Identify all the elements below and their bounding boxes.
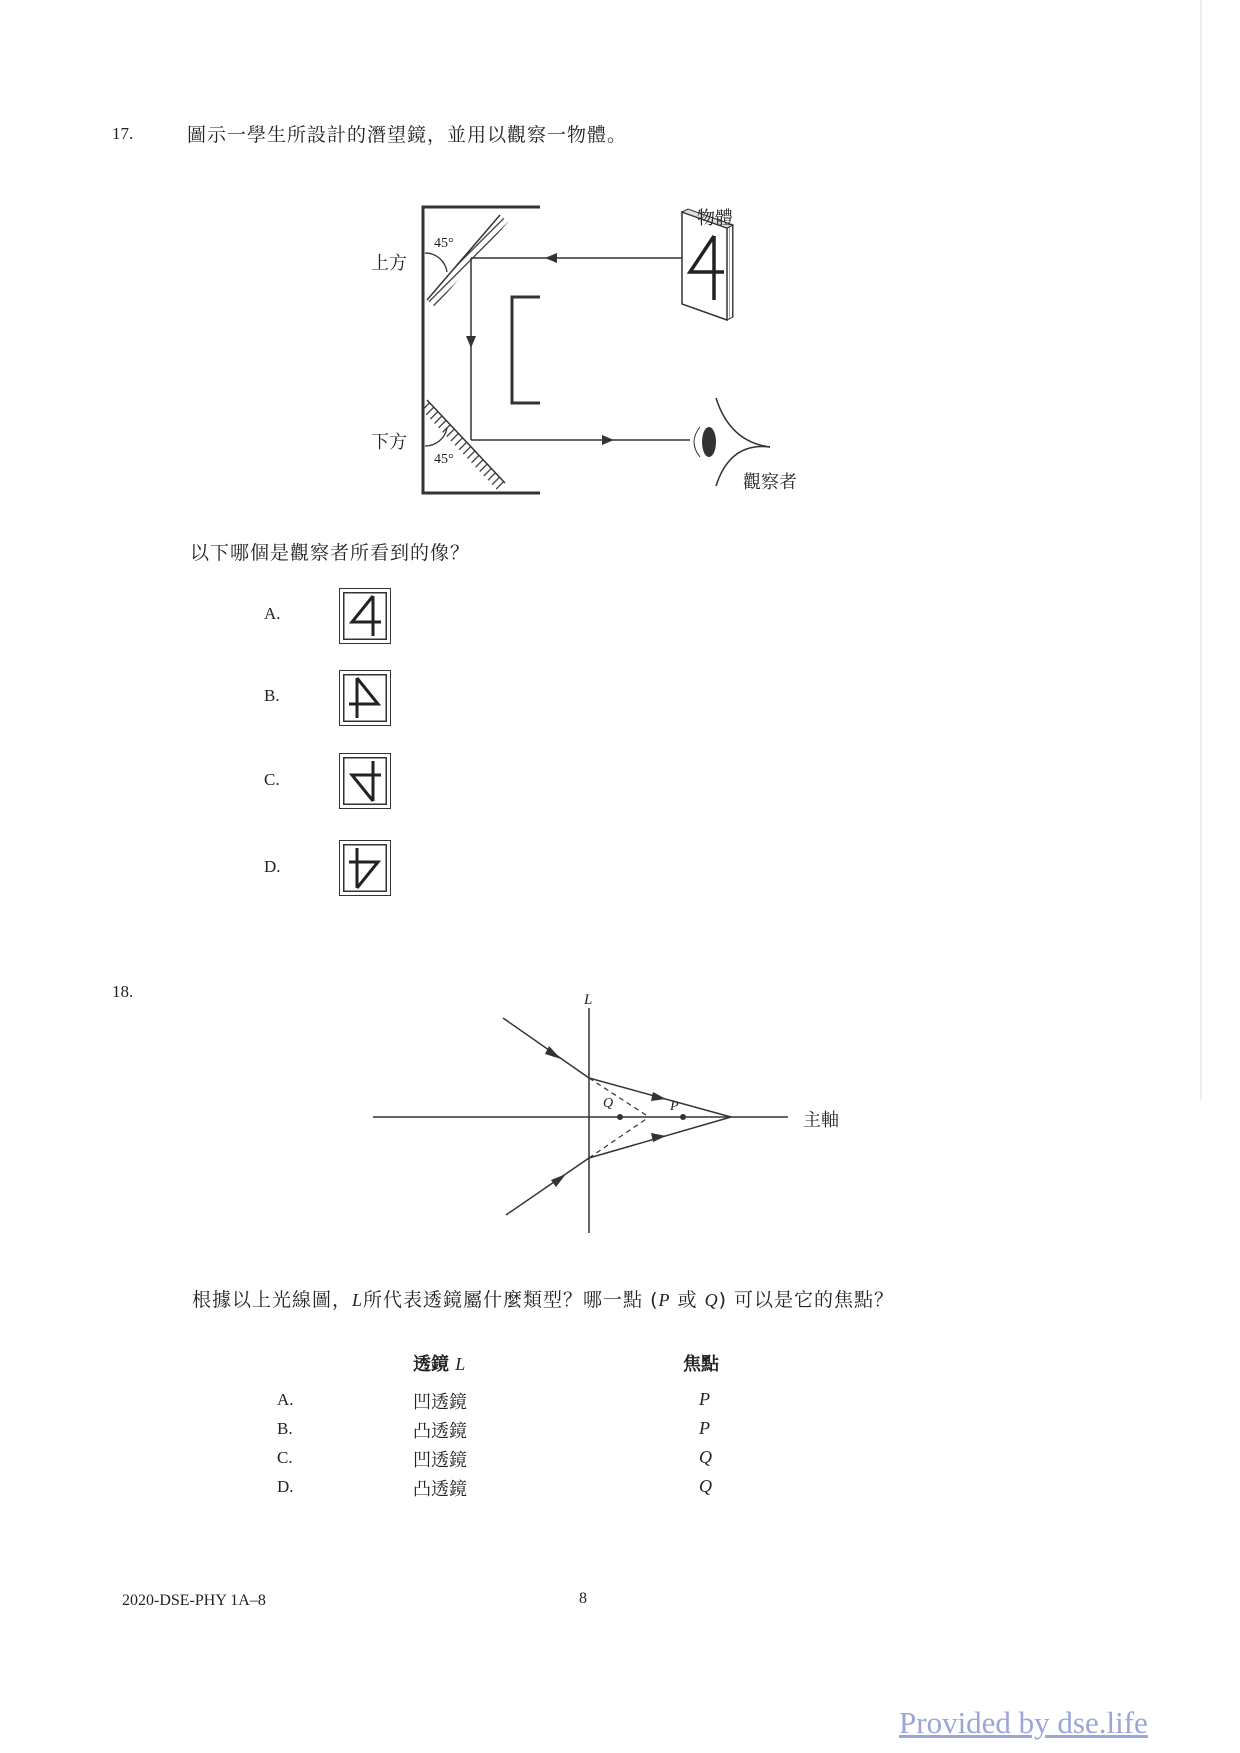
label-q: Q <box>603 1096 614 1111</box>
q18-number: 18. <box>112 982 134 1001</box>
q17-number: 17. <box>112 124 134 143</box>
q17-question: 以下哪個是觀察者所看到的像？ <box>190 542 471 564</box>
table-row-a-lens: 凹透鏡 <box>413 1392 467 1413</box>
q17-stem: 圖示一學生所設計的潛望鏡，並用以觀察一物體。 <box>187 124 628 146</box>
q18-question-pre: 根據以上光線圖， <box>192 1289 353 1311</box>
table-row-d-lens: 凸透鏡 <box>413 1479 467 1500</box>
table-row-d-focus: Q <box>699 1476 712 1496</box>
ray-lower-in <box>506 1158 589 1215</box>
angle-upper: 45° <box>434 236 454 251</box>
angle-lower: 45° <box>434 452 454 467</box>
label-p: P <box>670 1099 679 1114</box>
table-head-focus: 焦點 <box>683 1354 719 1375</box>
q18-question-or: 或 <box>670 1289 705 1311</box>
table-head-lens-var: L <box>455 1354 466 1374</box>
footer-page-number: 8 <box>579 1590 587 1607</box>
q17-option-b-letter: B. <box>264 686 280 705</box>
table-row-a-focus: P <box>699 1389 710 1409</box>
label-lens-l: L <box>584 992 593 1008</box>
q18-question-p: P <box>658 1290 671 1310</box>
label-observer: 觀察者 <box>743 472 797 493</box>
label-upper: 上方 <box>371 253 407 274</box>
label-principal-axis: 主軸 <box>803 1110 839 1131</box>
table-row-b-lens: 凸透鏡 <box>413 1421 467 1442</box>
dashed-lower <box>589 1117 649 1158</box>
q17-option-a-letter: A. <box>264 604 281 623</box>
table-row-c-letter: C. <box>277 1448 293 1467</box>
q17-option-c-letter: C. <box>264 770 280 789</box>
table-row-b-letter: B. <box>277 1419 293 1438</box>
footer-code: 2020-DSE-PHY 1A–8 <box>122 1592 266 1609</box>
dashed-upper <box>589 1078 649 1117</box>
q18-question-lens: L <box>352 1290 364 1310</box>
point-q <box>617 1114 623 1120</box>
q18-question-mid: 所代表透鏡屬什麼類型？哪一點 ( <box>363 1289 659 1311</box>
table-head-lens <box>413 1350 465 1376</box>
q18-question-post: ) 可以是它的焦點？ <box>718 1289 895 1311</box>
table-row-a-letter: A. <box>277 1390 294 1409</box>
q17-option-d-letter: D. <box>264 857 281 876</box>
q18-question <box>192 1285 894 1312</box>
label-object: 物體 <box>697 208 733 229</box>
table-row-c-lens: 凹透鏡 <box>413 1450 467 1471</box>
point-p <box>680 1114 686 1120</box>
q18-question-q: Q <box>704 1290 719 1310</box>
table-row-c-focus: Q <box>699 1447 712 1467</box>
table-row-b-focus: P <box>699 1418 710 1438</box>
label-lower: 下方 <box>371 432 407 453</box>
ray-upper-in <box>503 1018 589 1078</box>
table-head-lens-text: 透鏡 <box>413 1354 449 1375</box>
table-row-d-letter: D. <box>277 1477 294 1496</box>
watermark-link[interactable]: Provided by dse.life <box>899 1705 1148 1740</box>
